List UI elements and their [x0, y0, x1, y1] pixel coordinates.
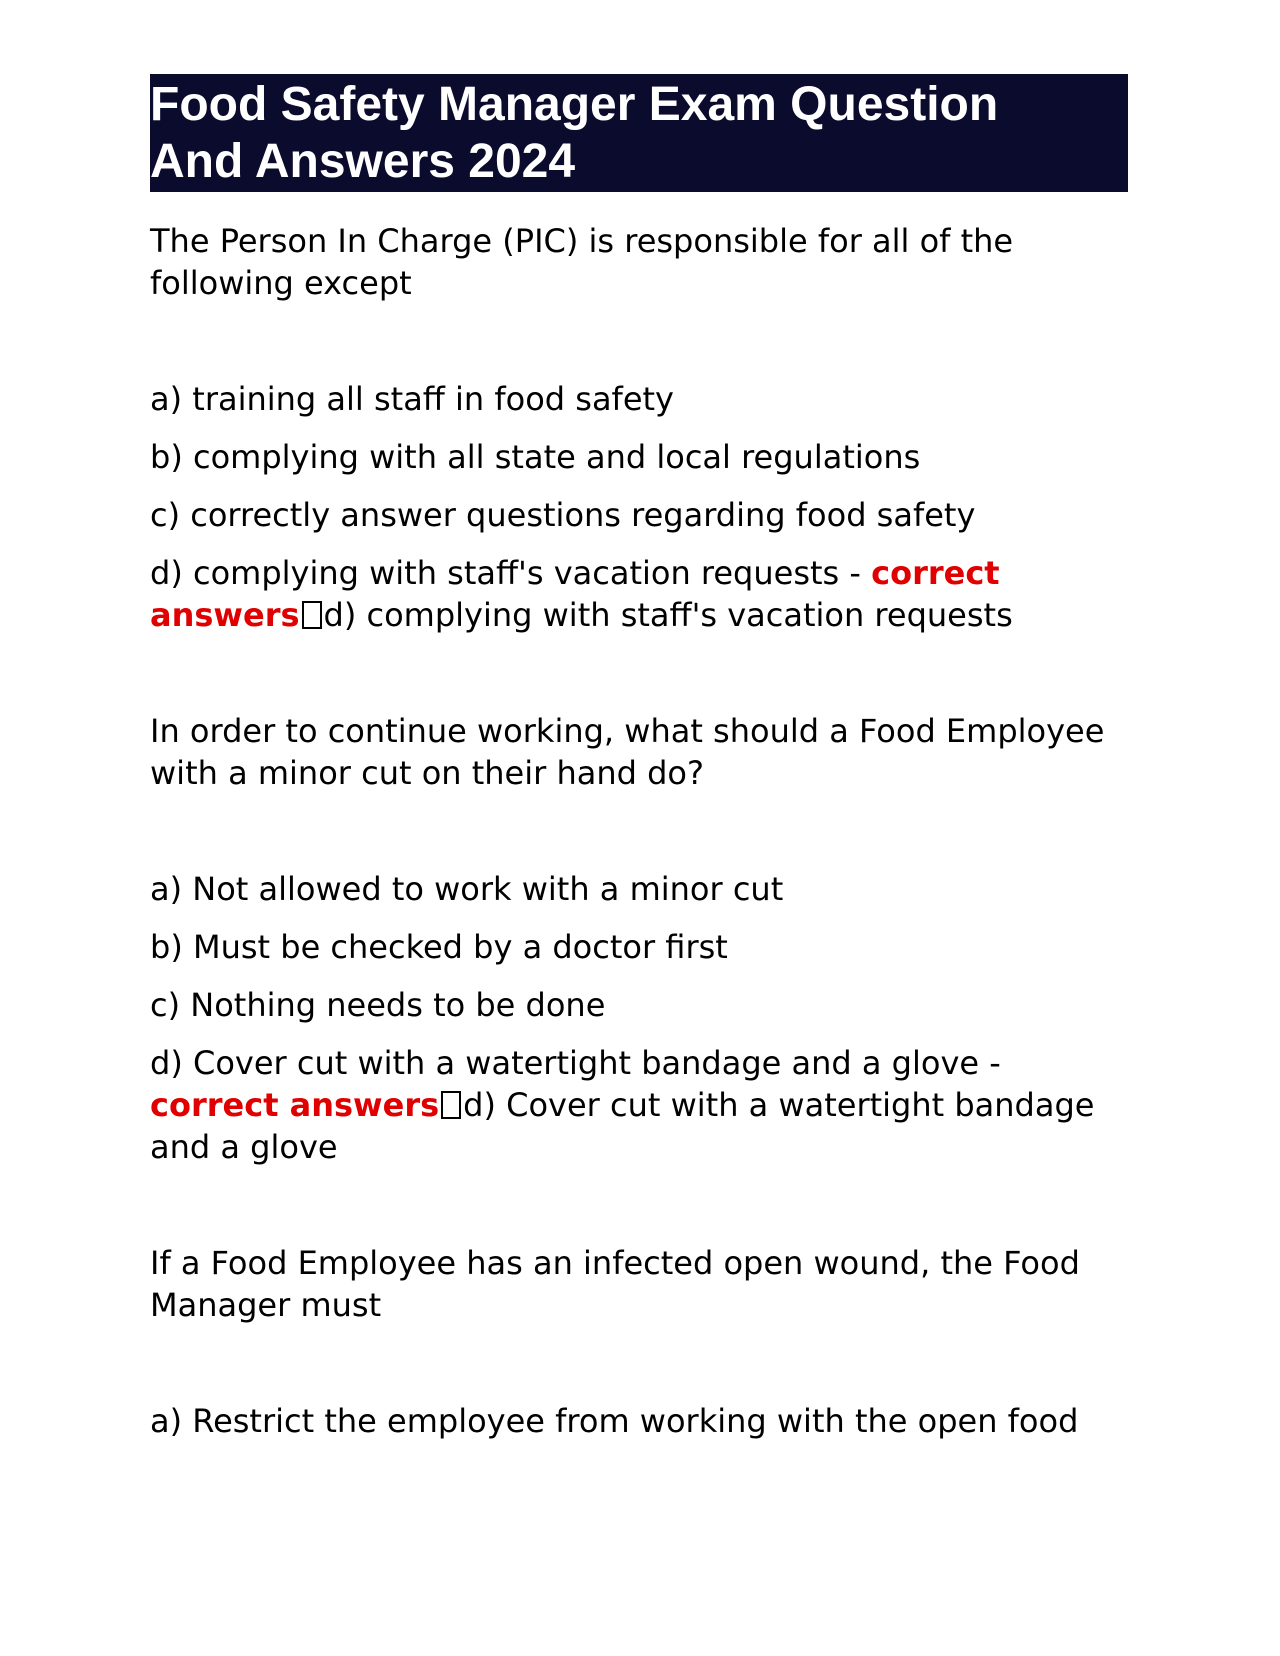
- question-2-prompt: In order to continue working, what should a Food Employee with a minor cut on their hand do?: [150, 712, 1105, 792]
- document-page: [150, 74, 1128, 1458]
- question-1-option-b: b) complying with all state and local regulations: [150, 438, 921, 476]
- correct-answer-label: correct answers: [150, 1086, 440, 1124]
- document-title: [150, 74, 1128, 192]
- question-3-prompt: If a Food Employee has an infected open wound, the Food Manager must: [150, 1244, 1080, 1324]
- question-1-option-c: c) correctly answer questions regarding food safety: [150, 496, 976, 534]
- question-2-option-c: c) Nothing needs to be done: [150, 986, 606, 1024]
- question-3-options: [150, 1400, 1128, 1442]
- question-2-options: [150, 868, 1128, 1168]
- question-2-answer: d) Cover cut with a watertight bandage and a glove: [150, 1086, 1095, 1166]
- title-line-1: Food Safety Manager Exam Question: [150, 78, 999, 131]
- question-1-options: [150, 378, 1128, 636]
- question-2-option-d: [150, 1042, 1128, 1168]
- question-1-option-d: [150, 552, 1128, 636]
- separator-glyph-icon: [441, 1091, 461, 1119]
- question-1-prompt: The Person In Charge (PIC) is responsible for all of the following except: [150, 222, 1014, 302]
- question-1-option-a: a) training all staff in food safety: [150, 380, 674, 418]
- separator-glyph-icon: [302, 601, 322, 629]
- question-2-option-d-text: d) Cover cut with a watertight bandage and a glove -: [150, 1044, 1001, 1082]
- title-line-2: And Answers 2024: [150, 135, 576, 188]
- question-1-option-d-text: d) complying with staff's vacation requests -: [150, 554, 872, 592]
- question-3-option-a: a) Restrict the employee from working with the open food: [150, 1402, 1079, 1440]
- question-2-option-a: a) Not allowed to work with a minor cut: [150, 870, 784, 908]
- correct-answer-label: correct answers: [150, 554, 1000, 634]
- question-2-option-b: b) Must be checked by a doctor first: [150, 928, 728, 966]
- question-1-answer: d) complying with staff's vacation requests: [323, 596, 1013, 634]
